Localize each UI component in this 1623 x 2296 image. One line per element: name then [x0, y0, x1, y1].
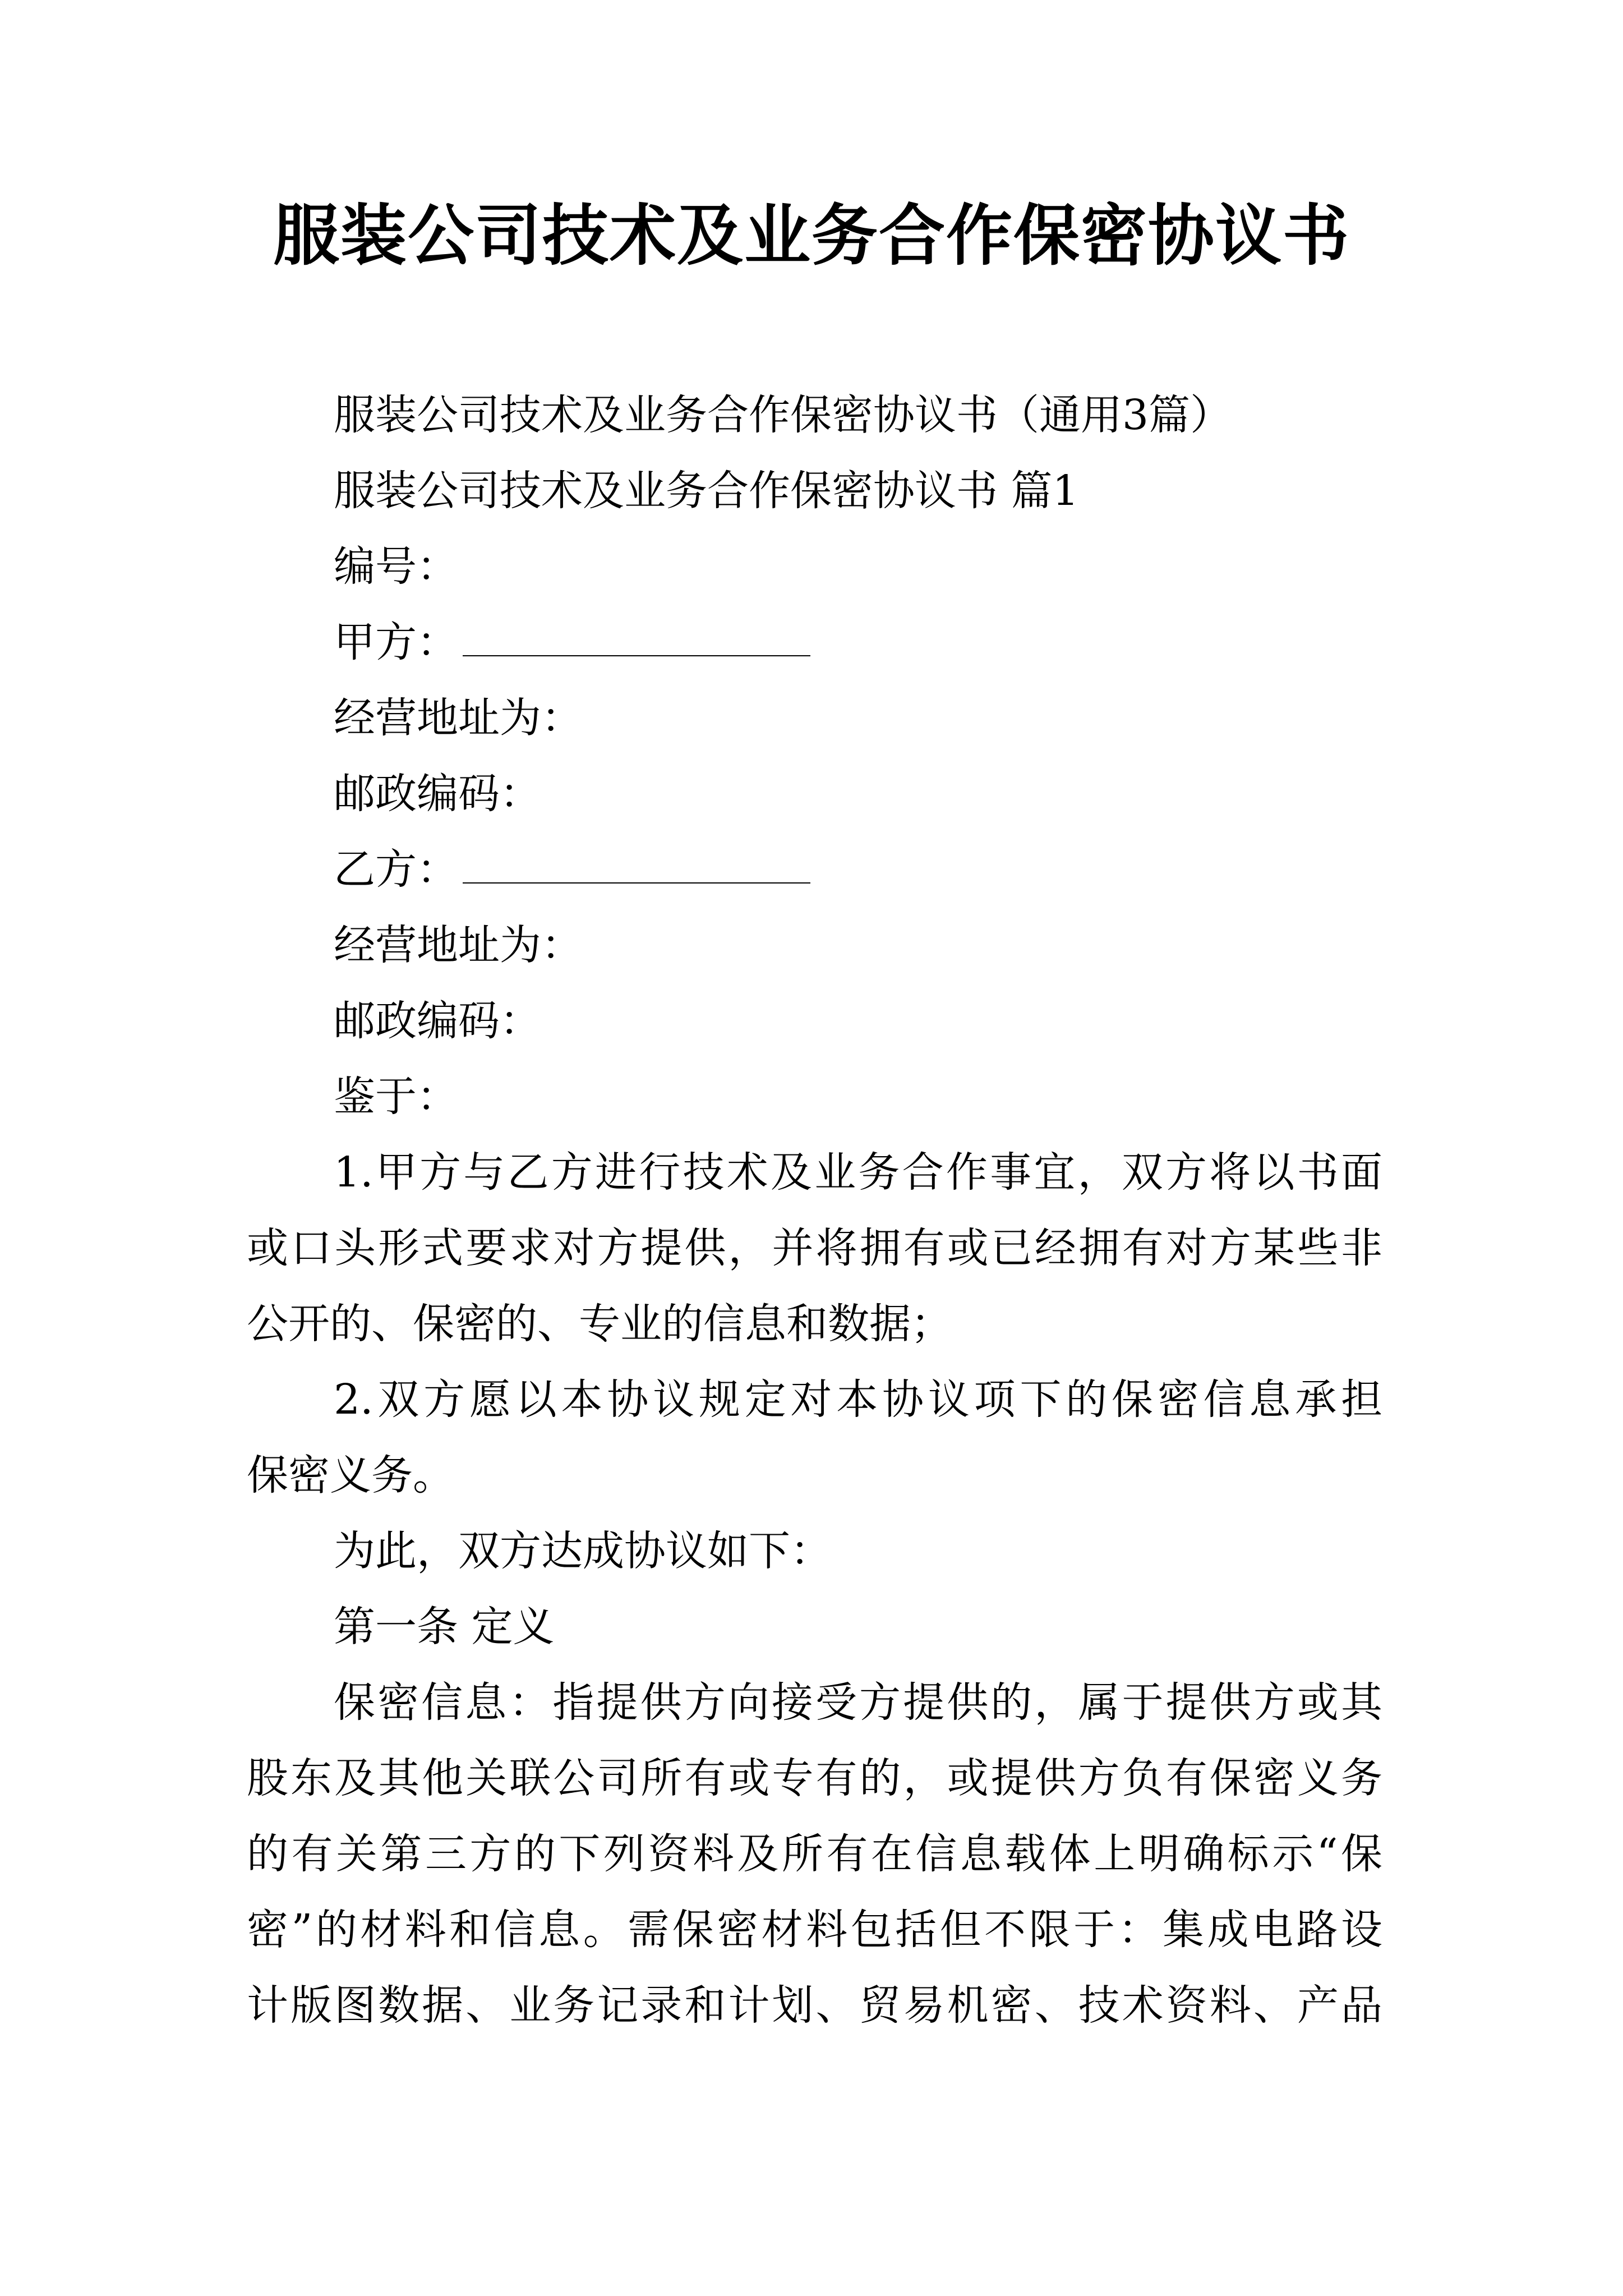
party-b-label: 乙方：	[334, 845, 458, 894]
paragraph-line: 公开的、保密的、专业的信息和数据；	[247, 1300, 952, 1348]
party-b-postcode-label: 邮政编码：	[334, 997, 541, 1045]
paragraph-line: 保密信息：指提供方向接受方提供的，属于提供方或其	[334, 1678, 1382, 1727]
party-b-line	[334, 841, 810, 898]
paragraph-line: 或口头形式要求对方提供，并将拥有或已经拥有对方某些非	[247, 1224, 1382, 1272]
paragraph-line: 2.双方愿以本协议规定对本协议项下的保密信息承担	[334, 1375, 1382, 1424]
paragraph-line: 计版图数据、业务记录和计划、贸易机密、技术资料、产品	[247, 1981, 1382, 2030]
article-heading: 第一条 定义	[334, 1603, 555, 1651]
paragraph-line: 的有关第三方的下列资料及所有在信息载体上明确标示“保	[247, 1830, 1382, 1878]
paragraph-line: 股东及其他关联公司所有或专有的，或提供方负有保密义务	[247, 1754, 1382, 1802]
whereas-label: 鉴于：	[334, 1073, 458, 1121]
party-a-line	[334, 614, 810, 670]
paragraph-line: 1.甲方与乙方进行技术及业务合作事宜，双方将以书面	[334, 1148, 1382, 1197]
document-title: 服装公司技术及业务合作保密协议书	[273, 196, 1350, 274]
subtitle-line: 服装公司技术及业务合作保密协议书（通用3篇）	[334, 391, 1232, 439]
party-a-blank	[463, 622, 810, 656]
party-b-address-label: 经营地址为：	[334, 921, 583, 969]
party-a-address-label: 经营地址为：	[334, 694, 583, 742]
paragraph-line: 保密义务。	[247, 1451, 454, 1499]
party-a-label: 甲方：	[334, 618, 458, 666]
party-a-postcode-label: 邮政编码：	[334, 770, 541, 818]
section-heading: 服装公司技术及业务合作保密协议书 篇1	[334, 467, 1079, 515]
number-label: 编号：	[334, 542, 458, 591]
paragraph-line: 密”的材料和信息。需保密材料包括但不限于：集成电路设	[247, 1906, 1382, 1954]
party-b-blank	[463, 849, 810, 884]
paragraph-line: 为此，双方达成协议如下：	[334, 1527, 832, 1575]
